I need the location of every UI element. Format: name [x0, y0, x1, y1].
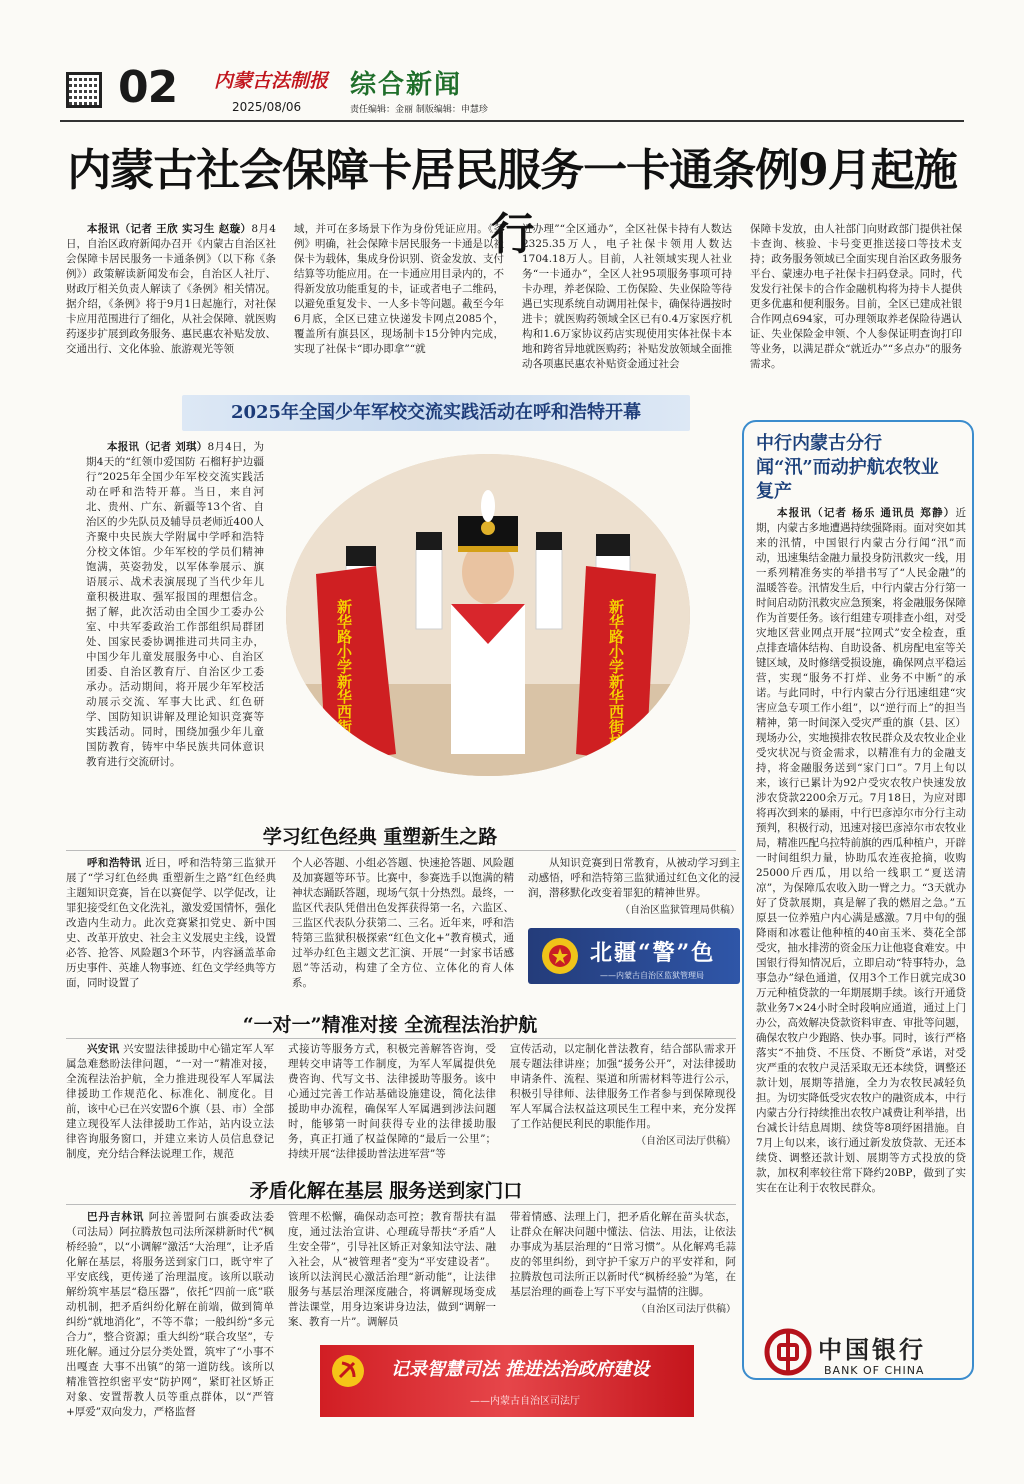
boc-story-title: 中行内蒙古分行闻“汛”而动护航农牧业复产 [756, 433, 939, 502]
police-badge-icon [540, 936, 580, 976]
divider [66, 850, 736, 851]
main-headline: 内蒙古社会保障卡居民服务一卡通条例9月起施行 [67, 145, 957, 260]
page-number: 02 [118, 62, 178, 113]
issue-date: 2025/08/06 [232, 100, 302, 114]
lead-story-text-2: 域，并可在多场景下作为身份凭证应用。《条例》明确，社会保障卡居民服务一卡通是以社保卡为载体，集成身份识别、资金发放、支付结算等功能应用。在一卡通应用目录内的，不得新发放功能重复的卡，证或者电子二维码，以避免重复发卡、一人多卡等问题。截至今年6月底，全区已建立快递发卡网点2085个，覆盖所有旗县区，现场制卡15分钟内完成，实现了社保卡“即办即拿”“就 [294, 223, 504, 355]
lead-story-byline: 本报讯（记者 王欣 实习生 赵璇） [87, 223, 252, 235]
lead-story-col-1 [66, 222, 276, 384]
legal-aid-col-2 [288, 1042, 496, 1172]
boc-story-text-col [756, 506, 966, 1316]
sash-right-text: 新华路小学新华西街校区 [607, 599, 625, 764]
lead-story-col-4 [750, 222, 962, 384]
red-classic-col-1 [66, 856, 276, 1026]
grassroots-text-1: 阿拉善盟阿右旗委政法委（司法局）阿拉腾敖包司法所深耕新时代“枫桥经验”，以“小调解”激活“大治理”，让矛盾化解在基层，将服务送到家门口，既守牢了平安底线，更传递了治理温度。该所以联动解纷筑牢基层“稳压器”，依托“四前一底”联动机制，把矛盾纠纷化解在前端，做到简单纠纷“就地消化”，不等不靠；一般纠纷“多元合力”，整合资源；重大纠纷“联合攻坚”，专班化解。通过分层分类处置，筑牢了“小事不出嘎查 大事不出镇”的第一道防线。该所以精准管控织密平安“防护网”，紧盯社区矫正对象、安置帮教人员等重点群体，以“严管+厚爱”双向发力，严格监督 [66, 1211, 274, 1418]
military-story-text-col [86, 440, 264, 820]
paper-name: 内蒙古法制报 [214, 70, 329, 92]
red-classic-col-2 [292, 856, 514, 1026]
lead-story-col-3 [522, 222, 732, 384]
military-story-title: 2025年全国少年军校交流实践活动在呼和浩特开幕 [230, 402, 642, 423]
legal-aid-col-3 [510, 1042, 736, 1172]
justice-banner-subtitle: ——内蒙古自治区司法厅 [470, 1396, 580, 1407]
boc-story-text: 近期，内蒙古多地遭遇持续强降雨。面对突如其来的汛情，中国银行内蒙古分行闻“汛”而动，迅速集结金融力量投身防汛救灾一线，用一系列精准务实的举措书写了“人民金融”的温暖答卷。汛情发生后，中行内蒙古分行第一时间启动防汛救灾应急预案，将金融服务保障作为首要任务。该行组建专项排查小组，对受灾地区营业网点开展“拉网式”安全检查，重点排查墙体结构、自助设备、机房配电室等关键区域，及时修缮受损设施，确保网点平稳运营，实现“服务不打烊、业务不中断”的承诺。与此同时，中行内蒙古分行迅速组建“灾害应急专项工作小组”，以“逆行而上”的担当精神，第一时间深入受灾严重的旗（县、区）现场办公，实地摸排农牧民群众及农牧业企业受灾状况与资金需求，以精准有力的金融支持，将金融服务送到“家门口”。7月上旬以来，该行已累计为92户受灾农牧户快速发放涉农贷款2200余万元。7月18日，为应对即将再次到来的暴雨，中行巴彦淖尔市分行主动预判，积极行动，迅速对接巴彦淖尔市农牧业局，精准匹配乌拉特前旗的西瓜种植户，开辟一时间组织力量，协助瓜农连夜抢摘，收购25000斤西瓜，用以给一线职工“夏送清凉”，为保障瓜农收入助一臂之力。“3天就办好了贷款展期，真是解了我的燃眉之急。”五原县一位养殖户内心满是感激。7月中旬的强降雨和冰雹让他种植的40亩玉米、葵花全部受灾，抽水排涝的资金压力让他寝食难安。中国银行得知情况后，立即启动“特事特办，急事急办”绿色通道，仅用3个工作日就完成30万元种植贷款的一年期展期手续。该行开通贷款业务7×24小时全时段响应通道，通过上门办公，高效解决贷款资料审查、审批等问题，确保农牧户少跑路、快办事。同时，该行严格落实“不抽贷、不压贷、不断贷”承诺，对受灾严重的农牧户灵活采取无还本续贷，调整还款计划，展期等措施，全力为农牧民减轻负担。为切实降低受灾农牧户的融资成本，中行内蒙古分行持续推出农牧户减费让利举措，出台减长计结息周期、续贷等8项纾困措施。自7月上旬以来，该行通过新发放贷款、无还本续贷、调整还款计划、展期等方式投放的贷款，加权利率较往常下降约20BP，做到了实实在在让利于农牧民群众。 [756, 507, 966, 1194]
red-classic-col-3 [528, 856, 740, 920]
grassroots-place: 巴丹吉林讯 [87, 1211, 145, 1223]
lead-story-col-2 [294, 222, 504, 384]
qr-code [66, 72, 102, 108]
red-classic-place: 呼和浩特讯 [87, 857, 142, 869]
military-story-text: 8月4日，为期4天的“红领巾爱国防 石榴籽护边疆行”2025年全国少年军校交流实践活动在呼和浩特开幕。当日，来自河北、贵州、广东、新疆等13个省、自治区的少先队员及辅导员老师近400人齐聚中央民族大学附属中学呼和浩特分校文体馆。少年军校的学员们精神饱满，英姿勃发，以军体拳展示、旗语展示、战术表演展现了当代少年儿童积极进取、强军报国的理想信念。据了解，此次活动由全国少工委办公室、中共军委政治工作部组织局群团处、国家民委协调推进司共同主办，中国少年儿童发展服务中心、自治区团委、自治区教育厅、自治区少工委承办。活动期间，将开展少年军校活动展示交流、军事大比武、红色研学、国防知识讲解及理论知识竞赛等实践活动。同时，围绕加强少年儿童国防教育，铸牢中华民族共同体意识教育进行交流研讨。 [86, 441, 264, 768]
legal-aid-text-3: 宣传活动，以定制化普法教育，结合部队需求开展专题法律讲座；加强“援务公开”，对法律援助申请条件、流程、渠道和所需材料等进行公示，积极引导律师、法律服务工作者参与到保障现役军人军属合法权益这项民生工程中来，充分发挥了工作站便民利民的职能作用。 [510, 1043, 736, 1130]
masthead-rule [60, 120, 964, 122]
grassroots-text-3: 带着情感、法理上门，把矛盾化解在苗头状态，让群众在解决问题中懂法、信法、用法，让依法办事成为基层治理的“日常习惯”。从化解鸡毛蒜皮的邻里纠纷，到守护千家万户的平安祥和，阿拉腾敖包司法所正以新时代“枫桥经验”为笔，在基层治理的画卷上写下平安与温情的注脚。 [510, 1211, 736, 1298]
grassroots-text-2: 管理不松懈，确保动态可控；教育帮扶有温度，通过法治宣讲、心理疏导帮扶“矛盾”人生安全带”，引导社区矫正对象知法守法、融入社会，从“被管理者”变为“平安建设者”。该所以法润民心激活治理“新动能”，让法律服务与基层治理深度融合，将调解现场变成普法课堂，用身边案讲身边法，做到“调解一案、教育一片”。调解员 [288, 1211, 496, 1328]
legal-aid-text-2: 式接访等服务方式，积极完善解答咨询，受理转交申请等工作制度，为军人军属提供免费咨询、代写文书、法律援助等服务。该中心通过完善工作站基础设施建设，简化法律援助申办流程，确保军人军属遇到涉法问题时，能够第一时间获得专业的法律援助服务，真正打通了权益保障的“最后一公里”；持续开展“法律援助普法进军营”等 [288, 1043, 496, 1160]
justice-banner-title: 记录智慧司法 推进法治政府建设 [390, 1359, 650, 1380]
legal-aid-title: “一对一”精准对接 全流程法治护航 [242, 1014, 538, 1036]
grassroots-title: 矛盾化解在基层 服务送到家门口 [249, 1180, 523, 1202]
boc-story-byline: 本报讯（记者 杨乐 通讯员 郑静） [777, 507, 956, 519]
boc-logo-icon [764, 1328, 812, 1380]
red-classic-text-3: 从知识竞赛到日常教育，从被动学习到主动感悟，呼和浩特第三监狱通过红色文化的浸润，潜移默化改变着罪犯的精神世界。 [528, 857, 740, 899]
police-banner-subtitle: ——内蒙古自治区监狱管理局 [600, 971, 704, 980]
divider [66, 1038, 736, 1039]
legal-aid-place: 兴安讯 [87, 1043, 120, 1055]
section-title: 综合新闻 [350, 70, 463, 100]
police-banner-title: 北疆“警”色 [590, 940, 716, 966]
red-classic-title: 学习红色经典 重塑新生之路 [262, 826, 498, 848]
red-classic-text-2: 个人必答题、小组必答题、快速抢答题、风险题及加赛题等环节。比赛中，参赛选手以饱满的精神状态踊跃答题，现场气氛十分热烈。最终，一监区代表队凭借出色发挥获得第一名，六监区、三监区代表队分获第二、三名。近年来，呼和浩特第三监狱积极探索“红色文化+”教育模式，通过举办红色主题文艺汇演、开展“一封家书话感恩”等活动，构建了全方位、立体化的育人体系。 [292, 857, 514, 989]
red-classic-text-1: 近日，呼和浩特第三监狱开展了“学习红色经典 重塑新生之路”红色经典主题知识竞赛，旨在以赛促学、以学促改，让罪犯接受红色文化洗礼，激发爱国情怀，强化改造内生动力。此次竞赛紧扣党史、新中国史、改革开放史、社会主义发展史主线，设置必答、抢答、风险题3个环节，内容涵盖革命历史事件、英雄人物事迹、红色文学经典等方面，同时设置了 [66, 857, 276, 989]
grassroots-source: （自治区司法厅供稿） [636, 1304, 736, 1315]
editor-credits: 责任编辑：金丽 制版编辑：申慧珍 [350, 105, 488, 115]
cadet-band-photo [286, 454, 690, 776]
divider [66, 1204, 736, 1205]
legal-aid-text-1: 兴安盟法律援助中心锚定军人军属急难愁盼法律问题，“一对一”精准对接，全流程法治护航，全力推进现役军人军属法律援助工作规范化、标准化、制度化。目前，该中心已在兴安盟6个旗（县、市）全部建立现役军人法律援助工作站，站内设立法律咨询服务窗口，并建立来访人员信息登记制度，充分结合释法说理工作，规范 [66, 1043, 274, 1160]
cadet-band-illustration [286, 454, 690, 776]
sash-left-text: 新华路小学新华西街校区 [335, 599, 353, 764]
lead-story-text-1: 8月4日，自治区政府新闻办召开《内蒙古自治区社会保障卡居民服务一卡通条例》（以下称《条例》）政策解读新闻发布会，自治区人社厅、财政厅相关负责人解读了《条例》相关情况。据介绍，《条例》将于9月1日起施行，对社保卡应用范围进行了细化，从社会保障、就医购药逐步扩展到政务服务、惠民惠农补贴发放、交通出行、文化体验、旅游观光等领 [66, 223, 276, 355]
grassroots-col-1 [66, 1210, 274, 1466]
grassroots-col-2 [288, 1210, 496, 1338]
red-classic-source: （自治区监狱管理局供稿） [620, 905, 740, 916]
lead-story-text-3: 近办理”“全区通办”，全区社保卡持有人数达2325.35万人，电子社保卡领用人数达1704.18万人。目前，人社领域实现人社业务“一卡通办”，全区人社95项服务事项可持卡办理，养老保险、工伤保险、失业保险等待遇已实现系统自动调用社保卡，确保待遇按时进卡；就医购药领域全区已有0.4万家医疗机构和1.6万家协议药店实现使用实体社保卡本地和跨省异地就医购药；补贴发放领域全面推动各项惠民惠农补贴资金通过社会 [522, 223, 732, 370]
military-story-banner [182, 395, 690, 431]
boc-logo-name: 中国银行 [818, 1335, 926, 1364]
grassroots-col-3 [510, 1210, 736, 1338]
military-story-byline: 本报讯（记者 刘琪） [107, 441, 208, 453]
lead-story-text-4: 保障卡发放，由人社部门向财政部门提供社保卡查询、核验、卡号变更推送接口等技术支持；政务服务领域已全面实现自治区政务服务平台、蒙速办电子社保卡扫码登录。同时，代发发行社保卡的合作金融机构将为持卡人提供更多优惠和便利服务。目前，全区已建成社银合作网点694家，可办理领取养老保险待遇认证、失业保险金申领、个人参保证明查询打印等业务，以满足群众“就近办”“多点办”的服务需求。 [750, 223, 962, 370]
boc-logo-english: BANK OF CHINA [824, 1364, 925, 1377]
legal-aid-col-1 [66, 1042, 274, 1172]
legal-aid-source: （自治区司法厅供稿） [636, 1136, 736, 1147]
